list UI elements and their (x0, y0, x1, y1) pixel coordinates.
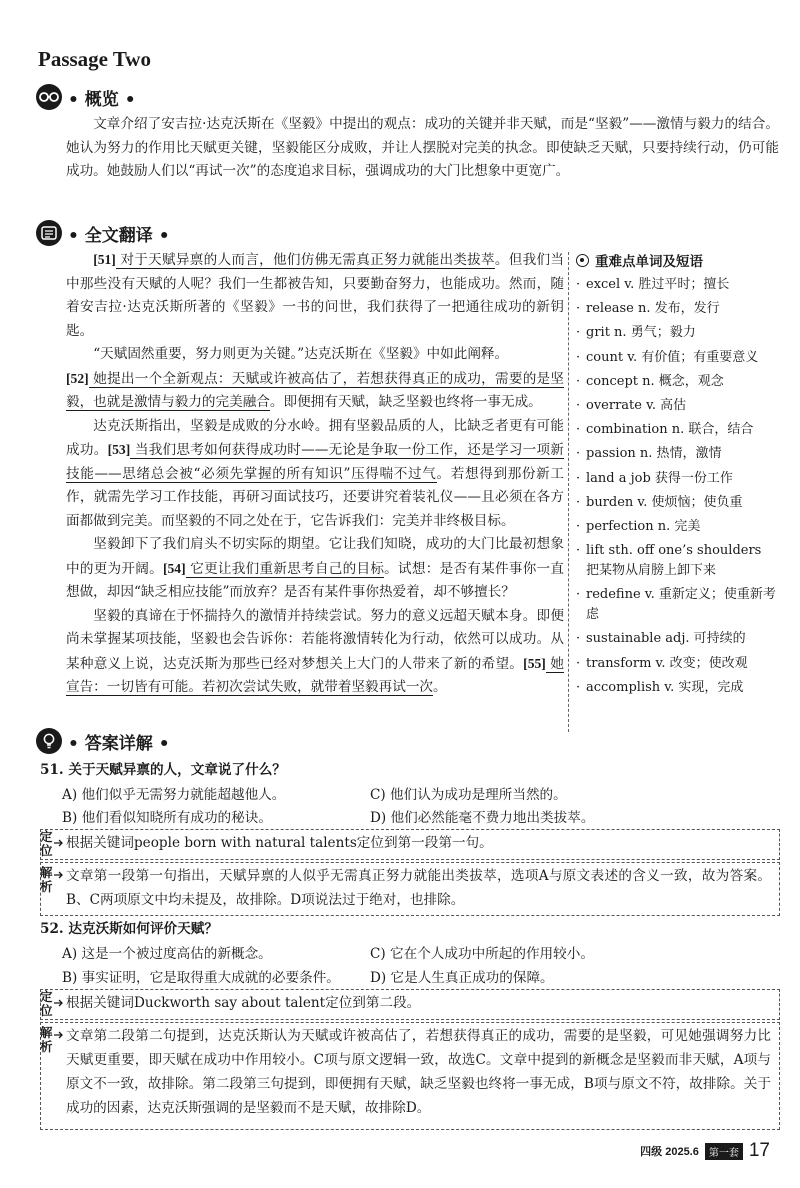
vocab-item: · passion n. 热情，激情 (576, 446, 722, 462)
arrow-icon (54, 1030, 64, 1040)
lightbulb-icon (36, 728, 62, 754)
translation-paragraph: 坚毅的真谛在于怀揣持久的激情并持续尝试。努力的意义远超天赋本身。即便尚未掌握某项技能，坚毅也会告诉你：若能将激情转化为行动，依然可以成功。从某种意义上说，达克沃斯为那些已经对梦想关上大门的人带来了新的希望。[55] 她宣告：一切皆有可能。若初次尝试失败，就带着坚毅再试一次。 (66, 607, 565, 695)
vocab-item: · combination n. 联合，结合 (576, 422, 754, 438)
translation-paragraph: [51] 对于天赋异禀的人而言，他们仿佛无需真正努力就能出类拔萃。但我们当中那些没有天赋的人呢？我们一生都被告知，只要勤奋努力，也能成功。然而，随着安吉拉·达克沃斯所著的《坚毅》一书的问世，我们获得了一把通往成功的新钥匙。 (66, 252, 564, 339)
vocab-item: · count v. 有价值；有重要意义 (576, 349, 759, 365)
translation-heading-text: • 全文翻译 • (68, 225, 170, 246)
question-52-option-d: D) 它是人生真正成功的保障。 (370, 970, 554, 986)
vocab-divider (568, 252, 569, 732)
vocab-item: · release n. 发布，发行 (576, 301, 720, 317)
question-52-option-c: C) 它在个人成功中所起的作用较小。 (370, 946, 594, 962)
overview-heading-text: • 概览 • (68, 89, 136, 110)
question-51-option-a: A) 他们似乎无需努力就能超越他人。 (62, 787, 286, 803)
locate-label: 定位 (40, 829, 53, 858)
vocab-item: · accomplish v. 实现，完成 (576, 679, 744, 695)
question-51-option-c: C) 他们认为成功是理所当然的。 (370, 787, 567, 803)
question-51-analysis-text: 文章第一段第一句指出，天赋异禀的人似乎无需真正努力就能出类拔萃，选项A与原文表述的含义一致，故为答案。B、C两项原文中均未提及，故排除。D项说法过于绝对，也排除。 (66, 868, 771, 908)
answers-heading-text: • 答案详解 • (68, 733, 170, 754)
vocab-item: · grit n. 勇气；毅力 (576, 325, 696, 341)
vocab-item: · transform v. 改变；使改观 (576, 655, 748, 671)
vocab-item: · land a job 获得一份工作 (576, 470, 733, 486)
answers-heading (36, 728, 170, 754)
question-52-option-b: B) 事实证明，它是取得重大成就的必要条件。 (62, 970, 340, 986)
translation-paragraph: [52] 她提出一个全新观点：天赋或许被高估了，若想获得真正的成功，需要的是坚毅，也就是激情与毅力的完美融合。即便拥有天赋，缺乏坚毅也终将一事无成。 (66, 370, 564, 410)
arrow-icon (54, 870, 64, 880)
document-icon (36, 220, 62, 246)
vocab-item: · concept n. 概念，观念 (576, 373, 724, 389)
translation-body (66, 248, 564, 700)
vocab-item: · lift sth. off one’s shoulders 把某物从肩膀上卸下来 (576, 543, 762, 579)
question-52-analysis-text: 文章第二段第二句提到，达克沃斯认为天赋或许被高估了，若想获得真正的成功，需要的是坚毅，可见她强调努力比天赋更重要，即天赋在成功中作用较小。C项与原文逻辑一致，故选C。文章中提到的新概念是坚毅而非天赋，A项与原文不一致，故排除。第二段第三句提到，即便拥有天赋，缺乏坚毅也终将一事无成，B项与原文不符，故排除。关于成功的因素，达克沃斯强调的是坚毅而不是天赋，故排除D。 (66, 1028, 771, 1116)
translation-paragraph: 坚毅卸下了我们肩头不切实际的期望。它让我们知晓，成功的大门比最初想象中的更为开阔。[54] 它更让我们重新思考自己的目标。试想：是否有某件事你一直想做，却因“缺乏相应技能”而放弃？是否有某件事你热爱着，却不够擅长？ (66, 536, 565, 600)
question-51-locate-text: 根据关键词people born with natural talents定位到第一段第一句。 (66, 835, 493, 851)
translation-paragraph: 达克沃斯指出，坚毅是成败的分水岭。拥有坚毅品质的人，比缺乏者更有可能成功。[53] 当我们思考如何获得成功时——无论是争取一份工作，还是学习一项新技能——思绪总会被“必须先掌握的所有知识”压得喘不过气。若想得到那份新工作，就需先学习工作技能，再研习面试技巧，还要讲究着装礼仪——且必须在各方面都做到完美。而坚毅的不同之处在于，它告诉我们：完美并非终极目标。 (66, 417, 565, 529)
vocab-item: · perfection n. 完美 (576, 518, 701, 534)
vocab-item: · excel v. 胜过平时；擅长 (576, 277, 730, 292)
vocab-item: · burden v. 使烦恼；使负重 (576, 494, 743, 510)
translation-paragraph: “天赋固然重要，努力则更为关键。”达克沃斯在《坚毅》中如此阐释。 (93, 346, 509, 362)
vocab-item: · overrate v. 高估 (576, 397, 687, 413)
vocab-item: · sustainable adj. 可持续的 (576, 631, 746, 647)
target-icon (576, 254, 589, 267)
locate-label: 定位 (40, 989, 53, 1018)
question-51-option-b: B) 他们看似知晓所有成功的秘诀。 (62, 810, 272, 826)
glasses-icon (36, 84, 62, 110)
question-52-option-a: A) 这是一个被过度高估的新概念。 (62, 946, 272, 962)
passage-title: Passage Two (38, 47, 151, 71)
overview-text: 文章介绍了安吉拉·达克沃斯在《坚毅》中提出的观点：成功的关键并非天赋，而是“坚毅”——激情与毅力的结合。她认为努力的作用比天赋更关键，坚毅能区分成败，并让人摆脱对完美的执念。即使缺乏天赋，只要持续行动，仍可能成功。她鼓励人们以“再试一次”的态度追求目标，强调成功的大门比想象中更宽广。 (66, 116, 779, 179)
issue-label: 四级 2025.6 (640, 1146, 699, 1158)
analysis-label: 解析 (40, 865, 53, 894)
translation-heading (36, 220, 170, 246)
page-number: 17 (748, 1140, 770, 1161)
arrow-icon (54, 838, 64, 848)
set-tag: 第一套 (705, 1143, 743, 1160)
page-footer (640, 1140, 770, 1162)
question-52-locate-text: 根据关键词Duckworth say about talent定位到第二段。 (66, 995, 421, 1011)
arrow-icon (54, 998, 64, 1008)
question-51-stem: 51. 关于天赋异禀的人，文章说了什么？ (40, 762, 286, 778)
overview-heading (36, 84, 136, 110)
question-52-stem: 52. 达克沃斯如何评价天赋？ (40, 921, 218, 937)
vocab-panel (576, 250, 776, 702)
vocab-heading: 重难点单词及短语 (576, 250, 776, 270)
analysis-label: 解析 (40, 1025, 53, 1054)
vocab-item: · redefine v. 重新定义；使重新考虑 (576, 587, 776, 623)
question-51-option-d: D) 他们必然能毫不费力地出类拔萃。 (370, 810, 595, 826)
